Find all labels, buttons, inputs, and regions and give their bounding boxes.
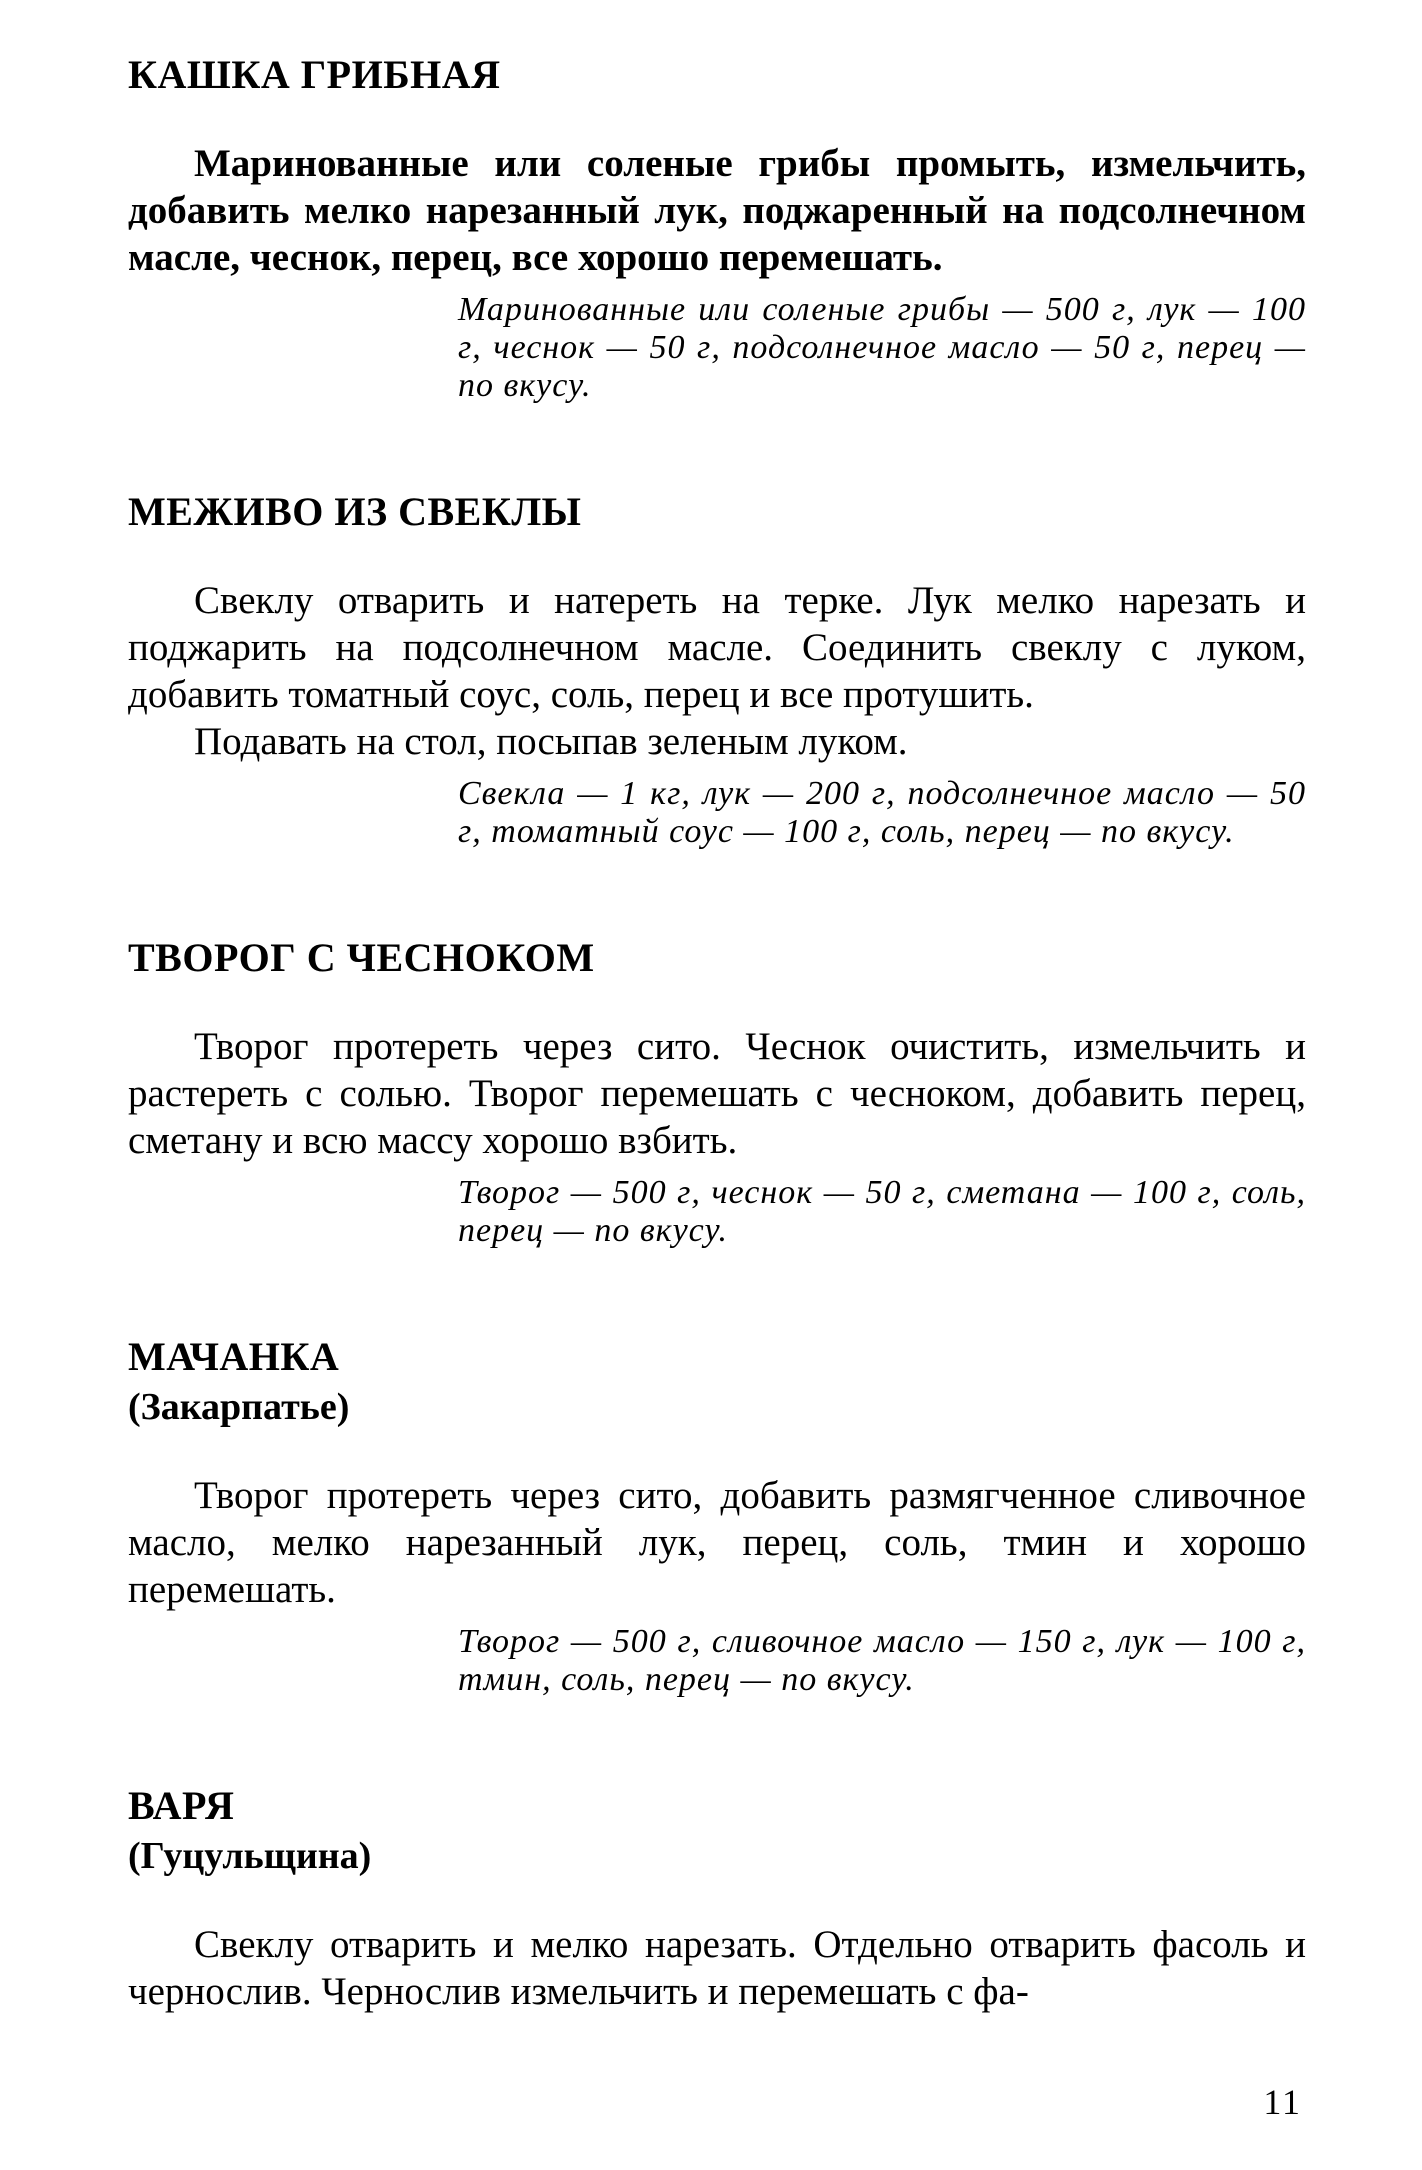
recipe-varya: [128, 1783, 1306, 2015]
recipe-instructions: [128, 1023, 1306, 1164]
recipe-instructions: [128, 140, 1306, 281]
instruction-paragraph: Свеклу отварить и мелко нарезать. Отдельно отварить фасоль и чернослив. Чернослив измельчить и перемешать с фа-: [128, 1923, 1306, 2013]
recipe-region: (Закарпатье): [128, 1386, 350, 1428]
recipe-ingredients: Творог — 500 г, чеснок — 50 г, сметана — 100 г, соль, перец — по вкусу.: [458, 1174, 1306, 1249]
recipe-instructions: [128, 1921, 1306, 2015]
instruction-paragraph: Свеклу отварить и натереть на терке. Лук мелко нарезать и поджарить на подсолнечном масле. Соединить свеклу с луком, добавить томатный соус, соль, перец и все протушить.: [128, 579, 1306, 716]
recipe-mushroom-kashka: [128, 52, 1306, 405]
cookbook-page: [128, 52, 1306, 2015]
recipe-instructions: [128, 577, 1306, 765]
recipe-cottage-cheese-garlic: [128, 935, 1306, 1250]
recipe-machanka: [128, 1334, 1306, 1699]
recipe-title: ВАРЯ: [128, 1783, 235, 1828]
recipe-instructions: [128, 1472, 1306, 1613]
instruction-paragraph: Подавать на стол, посыпав зеленым луком.: [194, 720, 908, 763]
recipe-ingredients: Свекла — 1 кг, лук — 200 г, подсолнечное масло — 50 г, томатный соус — 100 г, соль, перец — по вкусу.: [458, 775, 1306, 850]
recipe-title: МЕЖИВО ИЗ СВЕКЛЫ: [128, 489, 582, 534]
recipe-title: МАЧАНКА: [128, 1334, 340, 1379]
instruction-paragraph: Творог протереть через сито, добавить размягченное сливочное масло, мелко нарезанный лук, перец, соль, тмин и хорошо перемешать.: [128, 1474, 1306, 1611]
recipe-ingredients: Маринованные или соленые грибы — 500 г, лук — 100 г, чеснок — 50 г, подсолнечное масло — 50 г, перец — по вкусу.: [458, 291, 1306, 404]
recipe-title: ТВОРОГ С ЧЕСНОКОМ: [128, 935, 595, 980]
instruction-paragraph: Маринованные или соленые грибы промыть, измельчить, добавить мелко нарезанный лук, поджаренный на подсолнечном масле, чеснок, перец, все хорошо перемешать.: [128, 142, 1306, 279]
recipe-beet-mezhivo: [128, 489, 1306, 851]
recipe-title: КАШКА ГРИБНАЯ: [128, 52, 501, 97]
recipe-ingredients: Творог — 500 г, сливочное масло — 150 г, лук — 100 г, тмин, соль, перец — по вкусу.: [458, 1623, 1306, 1698]
page-number: 11: [1263, 2082, 1302, 2122]
instruction-paragraph: Творог протереть через сито. Чеснок очистить, измельчить и растереть с солью. Творог перемешать с чесноком, добавить перец, сметану и всю массу хорошо взбить.: [128, 1025, 1306, 1162]
recipe-region: (Гуцульщина): [128, 1835, 372, 1877]
